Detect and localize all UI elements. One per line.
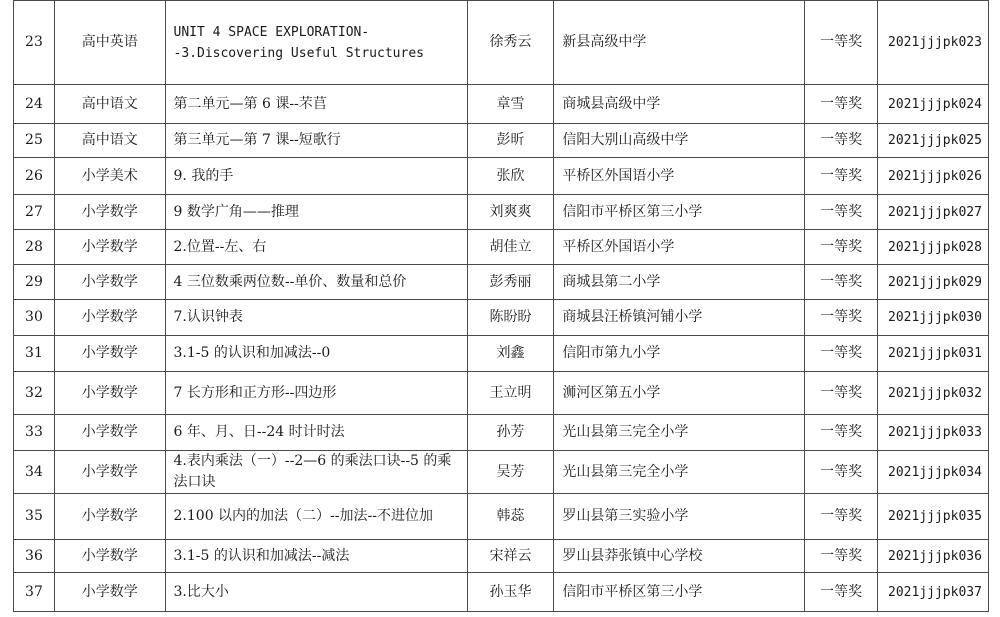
award-cell: 一等奖	[805, 85, 878, 124]
certificate-code-cell: 2021jjjpk023	[878, 1, 989, 85]
teacher-name-cell: 刘鑫	[467, 336, 554, 372]
course-title-cell: 第三单元—第 7 课--短歌行	[165, 124, 467, 158]
teacher-name-cell: 王立明	[467, 372, 554, 415]
certificate-code-cell: 2021jjjpk032	[878, 372, 989, 415]
school-cell: 平桥区外国语小学	[554, 230, 805, 265]
row-number: 30	[14, 300, 55, 336]
subject-cell: 小学数学	[54, 540, 165, 573]
course-title-cell: 4.表内乘法（一）--2—6 的乘法口诀--5 的乘法口诀	[165, 451, 467, 494]
table-row	[14, 494, 989, 540]
table-row	[14, 415, 989, 451]
table-row	[14, 158, 989, 195]
award-cell: 一等奖	[805, 158, 878, 195]
teacher-name-cell: 吴芳	[467, 451, 554, 494]
certificate-code-cell: 2021jjjpk036	[878, 540, 989, 573]
certificate-code-cell: 2021jjjpk026	[878, 158, 989, 195]
row-number: 29	[14, 265, 55, 300]
subject-cell: 小学数学	[54, 372, 165, 415]
row-number: 28	[14, 230, 55, 265]
teacher-name-cell: 徐秀云	[467, 1, 554, 85]
row-number: 31	[14, 336, 55, 372]
school-cell: 信阳市第九小学	[554, 336, 805, 372]
certificate-code-cell: 2021jjjpk037	[878, 573, 989, 612]
row-number: 27	[14, 195, 55, 230]
award-cell: 一等奖	[805, 230, 878, 265]
row-number: 37	[14, 573, 55, 612]
subject-cell: 小学数学	[54, 451, 165, 494]
course-title-cell: 6 年、月、日--24 时计时法	[165, 415, 467, 451]
table-row	[14, 336, 989, 372]
certificate-code-cell: 2021jjjpk024	[878, 85, 989, 124]
table-row	[14, 372, 989, 415]
table-row	[14, 300, 989, 336]
teacher-name-cell: 孙芳	[467, 415, 554, 451]
award-cell: 一等奖	[805, 415, 878, 451]
teacher-name-cell: 刘爽爽	[467, 195, 554, 230]
subject-cell: 小学数学	[54, 494, 165, 540]
course-title-cell: 2.位置--左、右	[165, 230, 467, 265]
school-cell: 浉河区第五小学	[554, 372, 805, 415]
school-cell: 光山县第三完全小学	[554, 451, 805, 494]
table-row	[14, 230, 989, 265]
course-title-cell: 2.100 以内的加法（二）--加法--不进位加	[165, 494, 467, 540]
award-cell: 一等奖	[805, 300, 878, 336]
school-cell: 罗山县第三实验小学	[554, 494, 805, 540]
row-number: 36	[14, 540, 55, 573]
teacher-name-cell: 宋祥云	[467, 540, 554, 573]
course-title-cell: 7 长方形和正方形--四边形	[165, 372, 467, 415]
certificate-code-cell: 2021jjjpk028	[878, 230, 989, 265]
school-cell: 信阳大别山高级中学	[554, 124, 805, 158]
row-number: 26	[14, 158, 55, 195]
table-row	[14, 540, 989, 573]
teacher-name-cell: 韩蕊	[467, 494, 554, 540]
subject-cell: 高中语文	[54, 124, 165, 158]
table-row	[14, 124, 989, 158]
certificate-code-cell: 2021jjjpk034	[878, 451, 989, 494]
row-number: 35	[14, 494, 55, 540]
award-cell: 一等奖	[805, 124, 878, 158]
course-title-cell: 7.认识钟表	[165, 300, 467, 336]
certificate-code-cell: 2021jjjpk035	[878, 494, 989, 540]
table-row	[14, 1, 989, 85]
teacher-name-cell: 彭昕	[467, 124, 554, 158]
subject-cell: 小学数学	[54, 336, 165, 372]
teacher-name-cell: 胡佳立	[467, 230, 554, 265]
subject-cell: 小学数学	[54, 300, 165, 336]
teacher-name-cell: 陈盼盼	[467, 300, 554, 336]
row-number: 33	[14, 415, 55, 451]
teacher-name-cell: 孙玉华	[467, 573, 554, 612]
course-title-cell: 9. 我的手	[165, 158, 467, 195]
award-cell: 一等奖	[805, 540, 878, 573]
row-number: 34	[14, 451, 55, 494]
certificate-code-cell: 2021jjjpk030	[878, 300, 989, 336]
row-number: 25	[14, 124, 55, 158]
teacher-name-cell: 彭秀丽	[467, 265, 554, 300]
school-cell: 罗山县莽张镇中心学校	[554, 540, 805, 573]
school-cell: 光山县第三完全小学	[554, 415, 805, 451]
subject-cell: 小学数学	[54, 573, 165, 612]
row-number: 32	[14, 372, 55, 415]
school-cell: 新县高级中学	[554, 1, 805, 85]
teacher-name-cell: 章雪	[467, 85, 554, 124]
subject-cell: 高中语文	[54, 85, 165, 124]
school-cell: 平桥区外国语小学	[554, 158, 805, 195]
school-cell: 信阳市平桥区第三小学	[554, 195, 805, 230]
course-title-cell: 第二单元—第 6 课--芣苢	[165, 85, 467, 124]
course-title-cell: 3.1-5 的认识和加减法--减法	[165, 540, 467, 573]
award-cell: 一等奖	[805, 494, 878, 540]
subject-cell: 高中英语	[54, 1, 165, 85]
certificate-code-cell: 2021jjjpk033	[878, 415, 989, 451]
course-title-cell: UNIT 4 SPACE EXPLORATION--3.Discovering Useful Structures	[165, 1, 467, 85]
course-title-cell: 3.比大小	[165, 573, 467, 612]
school-cell: 商城县高级中学	[554, 85, 805, 124]
table-row	[14, 573, 989, 612]
table-row	[14, 451, 989, 494]
table-row	[14, 265, 989, 300]
award-cell: 一等奖	[805, 1, 878, 85]
subject-cell: 小学数学	[54, 265, 165, 300]
course-title-cell: 9 数学广角——推理	[165, 195, 467, 230]
certificate-code-cell: 2021jjjpk027	[878, 195, 989, 230]
school-cell: 商城县汪桥镇河铺小学	[554, 300, 805, 336]
certificate-code-cell: 2021jjjpk025	[878, 124, 989, 158]
award-table	[13, 0, 989, 612]
course-title-cell: 3.1-5 的认识和加减法--0	[165, 336, 467, 372]
award-cell: 一等奖	[805, 265, 878, 300]
school-cell: 商城县第二小学	[554, 265, 805, 300]
certificate-code-cell: 2021jjjpk031	[878, 336, 989, 372]
subject-cell: 小学数学	[54, 415, 165, 451]
teacher-name-cell: 张欣	[467, 158, 554, 195]
certificate-code-cell: 2021jjjpk029	[878, 265, 989, 300]
school-cell: 信阳市平桥区第三小学	[554, 573, 805, 612]
subject-cell: 小学数学	[54, 230, 165, 265]
subject-cell: 小学数学	[54, 195, 165, 230]
row-number: 23	[14, 1, 55, 85]
award-cell: 一等奖	[805, 372, 878, 415]
row-number: 24	[14, 85, 55, 124]
award-cell: 一等奖	[805, 573, 878, 612]
subject-cell: 小学美术	[54, 158, 165, 195]
table-row	[14, 195, 989, 230]
award-cell: 一等奖	[805, 451, 878, 494]
award-cell: 一等奖	[805, 195, 878, 230]
table-row	[14, 85, 989, 124]
award-cell: 一等奖	[805, 336, 878, 372]
course-title-cell: 4 三位数乘两位数--单价、数量和总价	[165, 265, 467, 300]
award-table-body	[14, 1, 989, 612]
